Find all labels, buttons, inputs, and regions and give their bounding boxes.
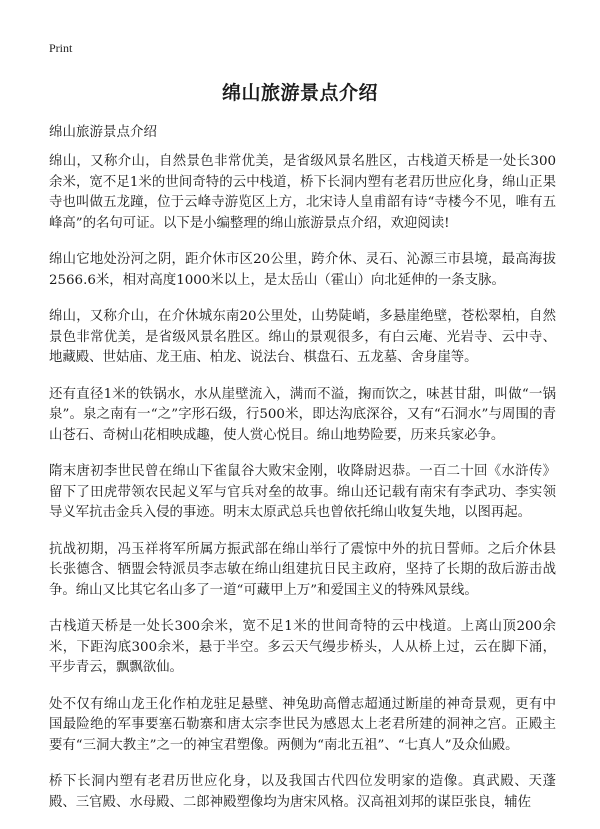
paragraph-statues: 桥下长洞内塑有老君历世应化身，以及我国古代四位发明家的造像。真武殿、天蓬殿、三官殿、水母殿、二郎神殿塑像均为唐宋风格。汉高祖刘邦的谋臣张良，辅佐: [49, 774, 556, 810]
paragraph-temple: 处不仅有绵山龙王化作柏龙驻足悬壁、神兔助高僧志超通过断崖的神奇景观，更有中国最险绝的军事要塞石勒寨和唐太宗李世民为感恩太上老君所建的洞神之宫。正殿主要有“三洞大教主”之一的神宝君塑像。两侧为“南北五祖”、“七真人”及众仙殿。: [49, 696, 556, 753]
paragraph-intro: 绵山，又称介山，自然景色非常优美，是省级风景名胜区，古栈道天桥是一处长300余米，宽不足1米的世间奇特的云中栈道，桥下长洞内塑有老君历世应化身，绵山正果寺也叫做五龙蹱，位于云峰寺游览区上方，北宋诗人皇甫韶有诗“寺楼今不见，唯有五峰高”的名句可证。以下是小编整理的绵山旅游景点介绍，欢迎阅读!: [49, 154, 556, 231]
article-body: [49, 152, 556, 829]
paragraph-war: 抗战初期，冯玉祥将军所属方振武部在绵山举行了震惊中外的抗日誓师。之后介休县长张德含、牺盟会特派员李志敏在绵山组建抗日民主政府，坚持了长期的敌后游击战争。绵山又比其它名山多了一道“可藏甲上万”和爱国主义的特殊风景线。: [49, 541, 556, 598]
paragraph-spring: 还有直径1米的铁锅水，水从崖壁流入，满而不溢，掬而饮之，味甚甘甜，叫做“一锅泉”。泉之南有一“之”字形石级，行500米，即达沟底深谷，又有“石洞水”与周围的青山苍石、奇树山花相映成趣，使人赏心悦目。绵山地势险要，历来兵家必争。: [49, 386, 556, 443]
print-link[interactable]: Print: [49, 41, 73, 55]
paragraph-scenery: 绵山，又称介山，在介休城东南20公里处，山势陡峭，多悬崖绝壁，苍松翠柏，自然景色非常优美，是省级风景名胜区。绵山的景观很多，有白云庵、光岩寺、云中寺、地藏殿、世姑庙、龙王庙、柏龙、说法台、棋盘石、五龙墓、舍身崖等。: [49, 309, 556, 365]
paragraph-location: 绵山它地处汾河之阴，距介休市区20公里，跨介休、灵石、沁源三市县境，最高海拔2566.6米，相对高度1000米以上，是太岳山（霍山）向北延伸的一条支脉。: [49, 252, 556, 288]
paragraph-history: 隋末唐初李世民曾在绵山下雀鼠谷大败宋金刚，收降尉迟恭。一百二十回《水浒传》留下了田虎带领农民起义军与官兵对垒的故事。绵山还记载有南宋有李武功、李实领导义军抗击金兵入侵的事迹。明末太原武总兵也曾依托绵山收复失地，以图再起。: [49, 464, 556, 520]
paragraph-plank-road: 古栈道天桥是一处长300余米，宽不足1米的世间奇特的云中栈道。上离山顶200余米，下距沟底300余米，悬于半空。多云天气缦步桥头，人从桥上过，云在脚下涌，平步青云，飘飘欲仙。: [49, 619, 556, 675]
document-subtitle: 绵山旅游景点介绍: [49, 124, 157, 140]
page-title: 绵山旅游景点介绍: [221, 82, 378, 104]
